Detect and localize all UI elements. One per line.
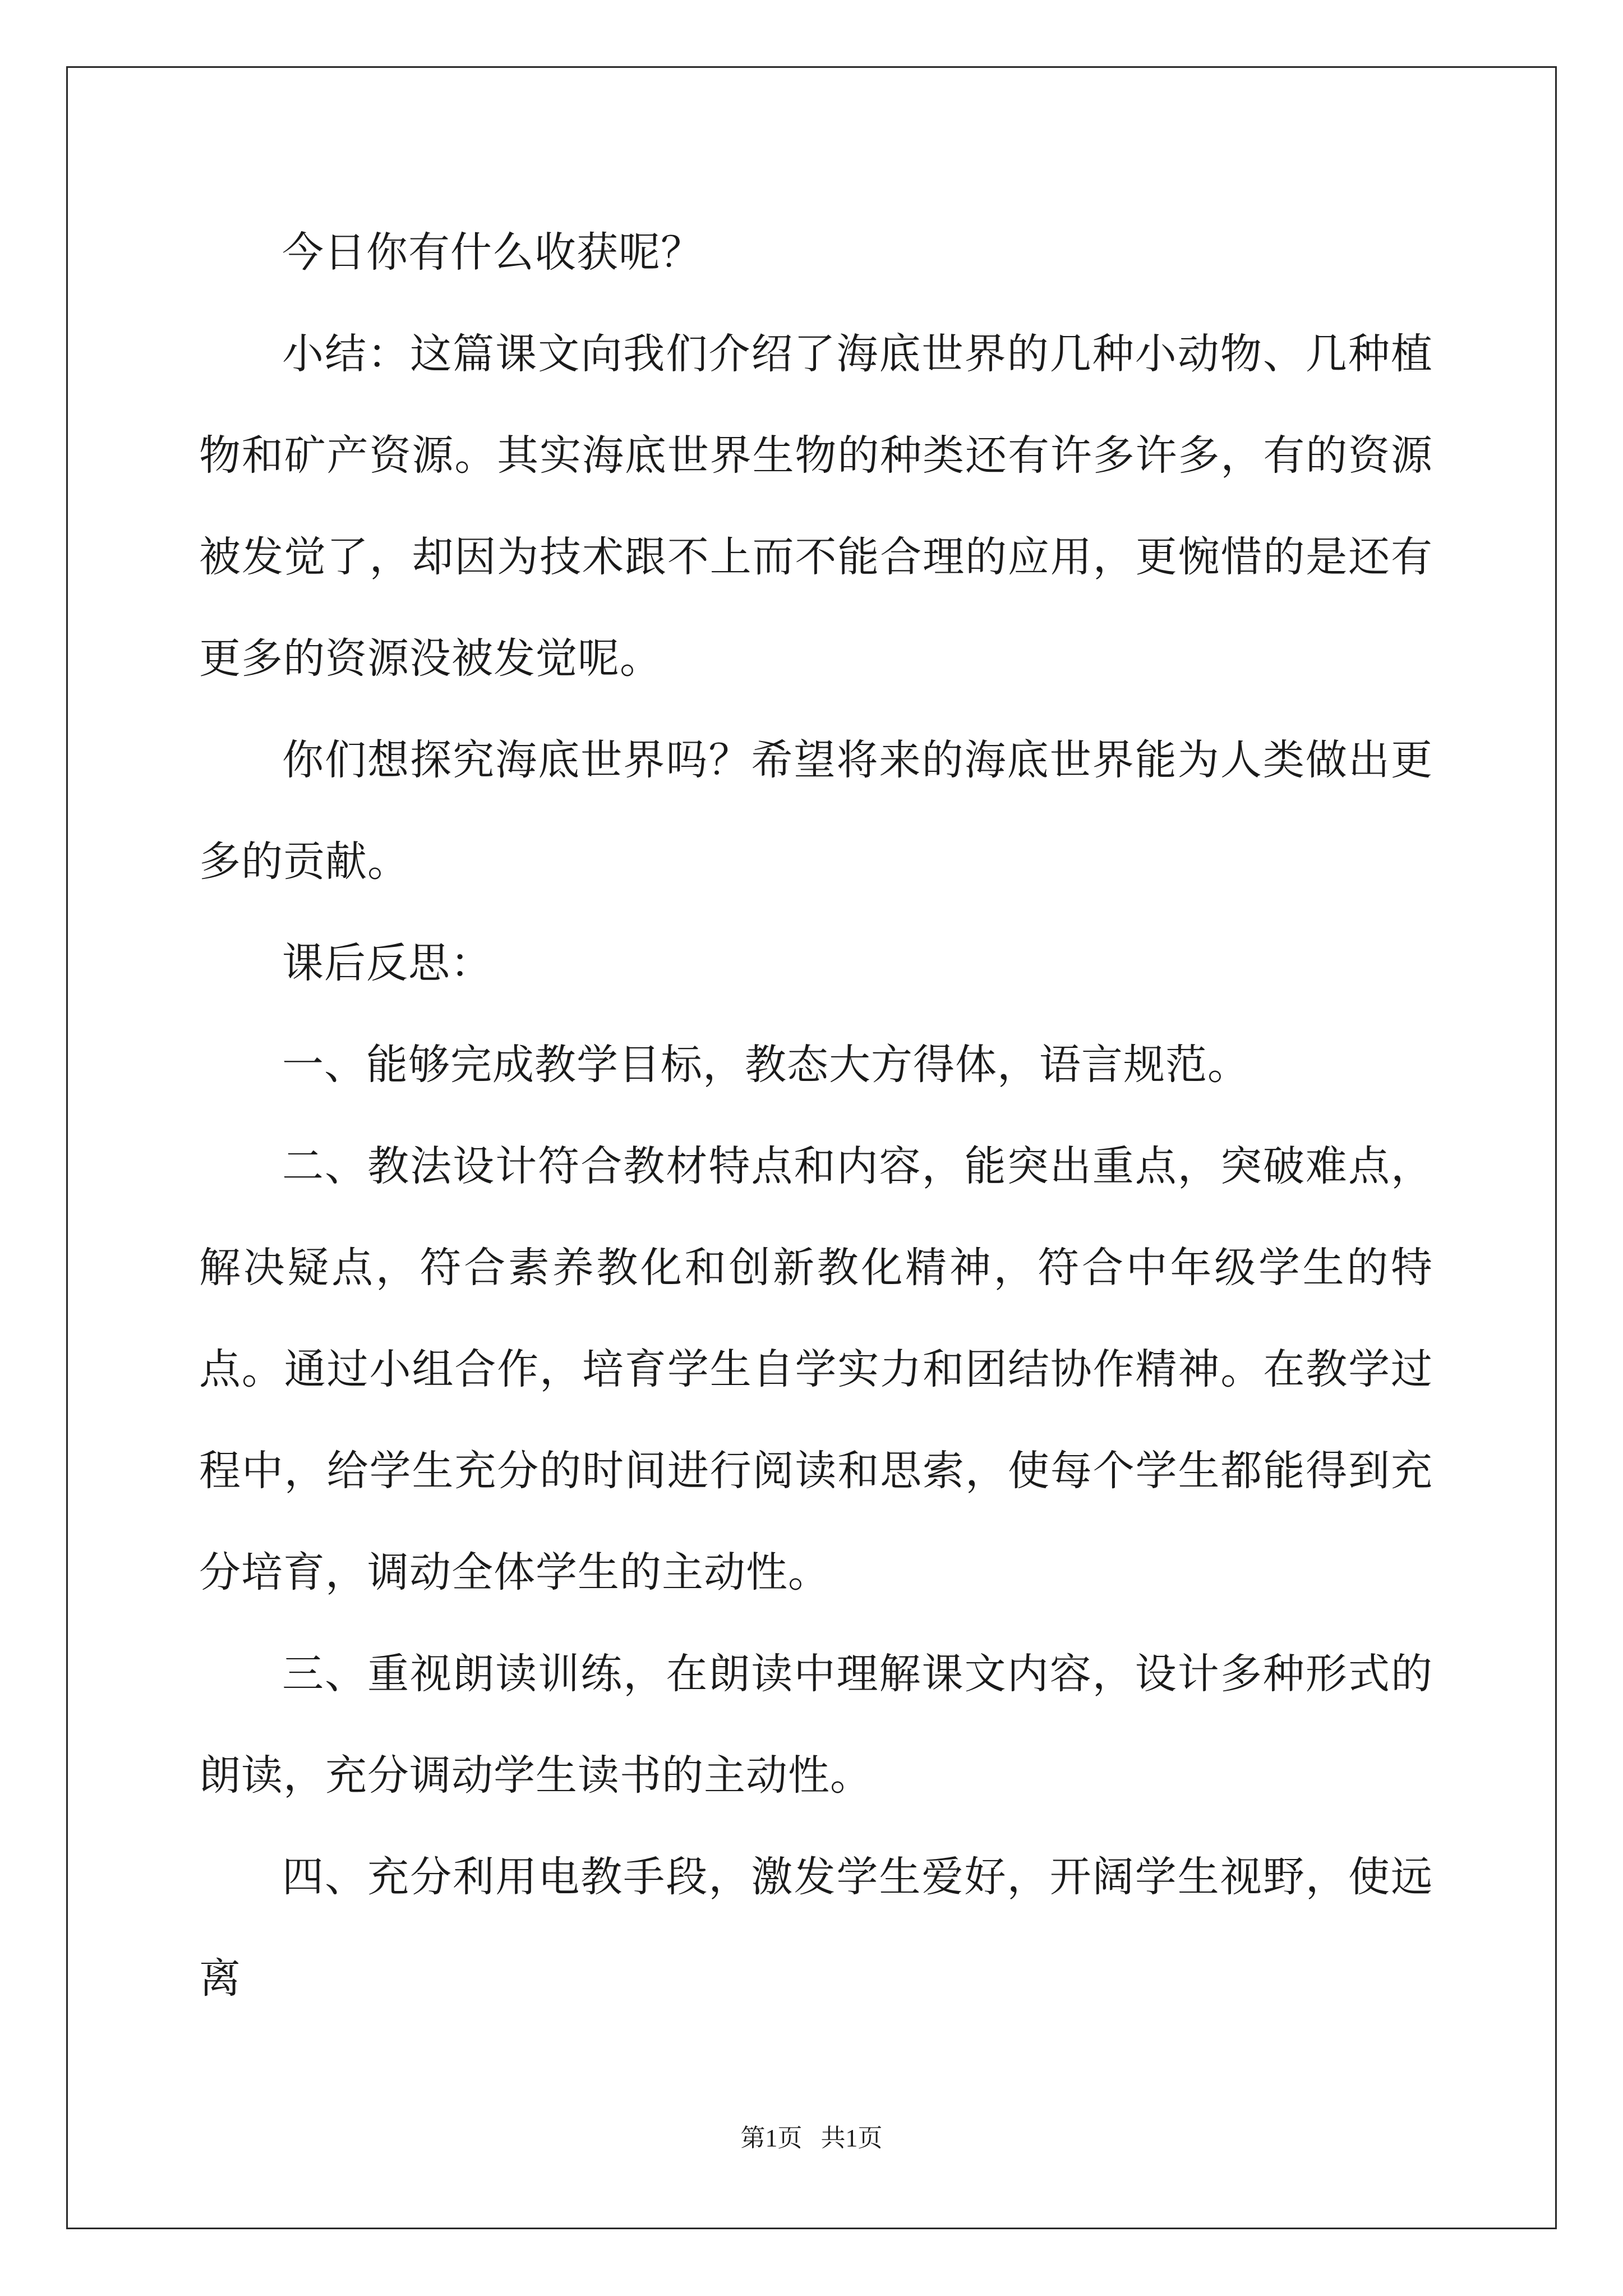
document-body bbox=[199, 202, 1433, 2030]
paragraph-harvest-question: 今日你有什么收获呢？ bbox=[282, 228, 703, 277]
paragraph-reflection-heading: 课后反思： bbox=[282, 939, 492, 987]
page-footer: 第1页 共1页 bbox=[740, 2124, 883, 2152]
paragraph-reflection-4: 四、充分利用电教手段，激发学生爱好，开阔学生视野，使远离 bbox=[199, 1853, 1433, 2003]
paragraph-reflection-3: 三、重视朗读训练，在朗读中理解课文内容，设计多种形式的朗读，充分调动学生读书的主动性。 bbox=[199, 1650, 1433, 1800]
paragraph-reflection-1: 一、能够完成教学目标，教态大方得体，语言规范。 bbox=[282, 1041, 1249, 1089]
paragraph-reflection-2: 二、教法设计符合教材特点和内容，能突出重点，突破难点，解决疑点，符合素养教化和创新教化精神，符合中年级学生的特点。通过小组合作，培育学生自学实力和团结协作精神。在教学过程中，给学生充分的时间进行阅读和思索，使每个学生都能得到充分培育，调动全体学生的主动性。 bbox=[199, 1142, 1433, 1596]
paragraph-explore: 你们想探究海底世界吗？希望将来的海底世界能为人类做出更多的贡献。 bbox=[199, 736, 1433, 886]
paragraph-summary: 小结：这篇课文向我们介绍了海底世界的几种小动物、几种植物和矿产资源。其实海底世界生物的种类还有许多许多，有的资源被发觉了，却因为技术跟不上而不能合理的应用，更惋惜的是还有更多的资源没被发觉呢。 bbox=[199, 330, 1433, 683]
